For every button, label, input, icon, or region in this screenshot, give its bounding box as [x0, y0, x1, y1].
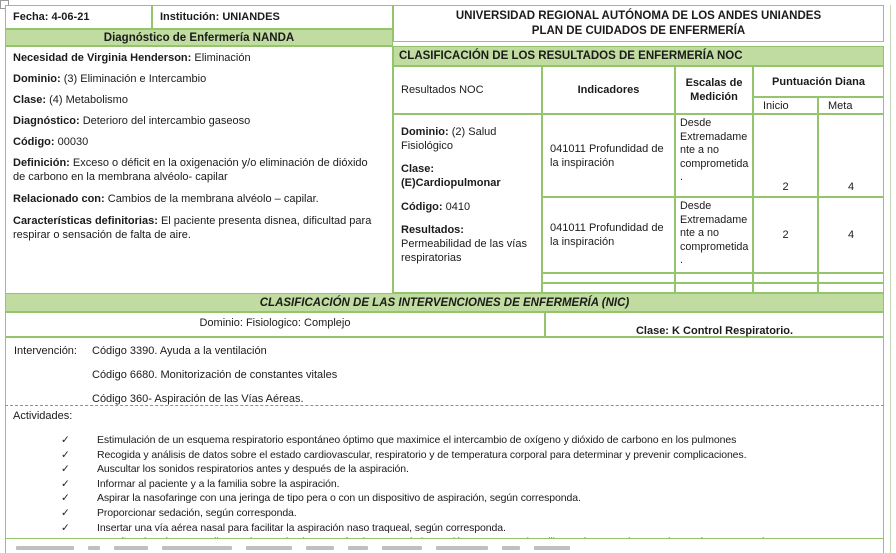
clipped-text-fragments — [6, 539, 883, 553]
noc-empty-cell — [753, 273, 818, 283]
noc-empty-cell — [818, 273, 884, 283]
check-icon: ✓ — [61, 477, 70, 490]
noc-row-indicator: 041011 Profundidad de la inspiración — [542, 197, 675, 273]
noc-empty-cell — [818, 283, 884, 293]
nic-code-line: Código 3390. Ayuda a la ventilación — [92, 345, 267, 357]
nanda-field: Dominio: (3) Eliminación e Intercambio — [13, 73, 207, 85]
noc-row-inicio-value: 2 — [753, 114, 818, 197]
noc-banner — [393, 46, 884, 66]
actividades-label: Actividades: — [13, 410, 73, 422]
noc-row-inicio-value: 2 — [753, 197, 818, 273]
noc-row-scale: Desde Extremadamente a no comprometida. — [675, 197, 753, 273]
activity-item: ✓ Informar al paciente y a la familia sobre la aspiración. — [61, 477, 340, 490]
activity-item: ✓ Auscultar los sonidos respiratorios antes y después de la aspiración. — [61, 463, 409, 476]
fecha-value: 4-06-21 — [51, 11, 90, 23]
nanda-field: Necesidad de Virginia Henderson: Eliminación — [13, 52, 251, 64]
noc-row-scale: Desde Extremadamente a no comprometida. — [675, 114, 753, 197]
fecha-label: Fecha: — [13, 11, 49, 23]
check-icon: ✓ — [61, 434, 70, 446]
noc-header-indicadores: Indicadores — [542, 66, 675, 114]
nic-banner-label: CLASIFICACIÓN DE LAS INTERVENCIONES DE ENFERMERÍA (NIC) — [259, 296, 630, 309]
activity-item: ✓ Estimulación de un esquema respiratorio espontáneo óptimo que maximice el intercambio de oxígeno y dióxido de carbono en los pulmones — [61, 434, 737, 446]
nanda-body — [5, 46, 393, 297]
nanda-field: Características definitorias: El paciente presenta disnea, dificultad para respirar o sensación de falta de aire. — [13, 215, 372, 241]
institucion-label: Institución: — [160, 11, 220, 23]
nanda-field: Definición: Exceso o déficit en la oxigenación y/o eliminación de dióxido de carbono en la membrana alvéolo- capilar — [13, 157, 368, 183]
nic-intervencion-cell — [5, 337, 884, 405]
noc-header-meta: Meta — [818, 97, 884, 114]
nanda-field: Diagnóstico: Deterioro del intercambio gaseoso — [13, 115, 251, 127]
nic-code-line: Código 360- Aspiración de las Vías Aéreas. — [92, 393, 304, 405]
nic-code-line: Código 6680. Monitorización de constantes vitales — [92, 369, 338, 381]
check-icon: ✓ — [61, 448, 70, 461]
title-line-1: UNIVERSIDAD REGIONAL AUTÓNOMA DE LOS ANDES UNIANDES — [455, 9, 822, 22]
noc-header-escalas: Escalas de Medición — [675, 66, 753, 114]
institucion-cell — [152, 5, 393, 29]
nanda-field: Clase: (4) Metabolismo — [13, 94, 128, 106]
noc-row-meta-value: 4 — [818, 114, 884, 197]
title-line-2: PLAN DE CUIDADOS DE ENFERMERÍA — [531, 24, 746, 37]
page-edge-line — [890, 5, 891, 553]
institucion-value: UNIANDES — [222, 11, 280, 23]
activity-item: ✓ Aspirar la nasofaringe con una jeringa de tipo pera o con un dispositivo de aspiración, según corresponda. — [61, 492, 581, 505]
activity-item: ✓ Proporcionar sedación, según corresponda. — [61, 506, 297, 519]
nic-banner — [5, 293, 884, 312]
nic-clase-cell: Clase: K Control Respiratorio. — [545, 312, 884, 337]
nanda-banner-label: Diagnóstico de Enfermería NANDA — [103, 31, 295, 44]
nanda-field: Código: 00030 — [13, 136, 89, 148]
activity-item: ✓ Insertar una vía aérea nasal para facilitar la aspiración naso traqueal, según corresponda. — [61, 521, 506, 534]
noc-header-inicio: Inicio — [753, 97, 818, 114]
noc-header-puntuacion: Puntuación Diana — [753, 66, 884, 97]
noc-left-cell: Dominio: (2) Salud Fisiológico Clase: (E)Cardiopulmonar Código: 0410 Resultados: Permeabilidad de las vías respiratorias — [393, 114, 542, 293]
document-title — [393, 5, 884, 42]
nic-actividades-cell — [5, 405, 884, 538]
check-icon: ✓ — [61, 492, 70, 505]
noc-banner-label: CLASIFICACIÓN DE LOS RESULTADOS DE ENFERMERÍA NOC — [399, 50, 743, 62]
check-icon: ✓ — [61, 463, 70, 476]
check-icon: ✓ — [61, 506, 70, 519]
noc-row-indicator: 041011 Profundidad de la inspiración — [542, 114, 675, 197]
noc-empty-cell — [542, 273, 675, 283]
clipped-bottom-row — [5, 538, 884, 553]
noc-header-resultados: Resultados NOC — [393, 66, 542, 114]
noc-row-meta-value: 4 — [818, 197, 884, 273]
nanda-field: Relacionado con: Cambios de la membrana alvéolo – capilar. — [13, 193, 319, 205]
nic-dominio-cell: Dominio: Fisiologico: Complejo — [5, 312, 545, 337]
noc-empty-cell — [675, 283, 753, 293]
noc-empty-cell — [542, 283, 675, 293]
nanda-banner — [5, 29, 393, 46]
noc-empty-cell — [675, 273, 753, 283]
check-icon: ✓ — [61, 521, 70, 534]
fecha-cell — [5, 5, 152, 29]
activity-item: ✓ Recogida y análisis de datos sobre el estado cardiovascular, respiratorio y de temperatura corporal para determinar y prevenir complicaciones. — [61, 448, 747, 461]
intervencion-label: Intervención: — [14, 345, 77, 357]
noc-empty-cell — [753, 283, 818, 293]
